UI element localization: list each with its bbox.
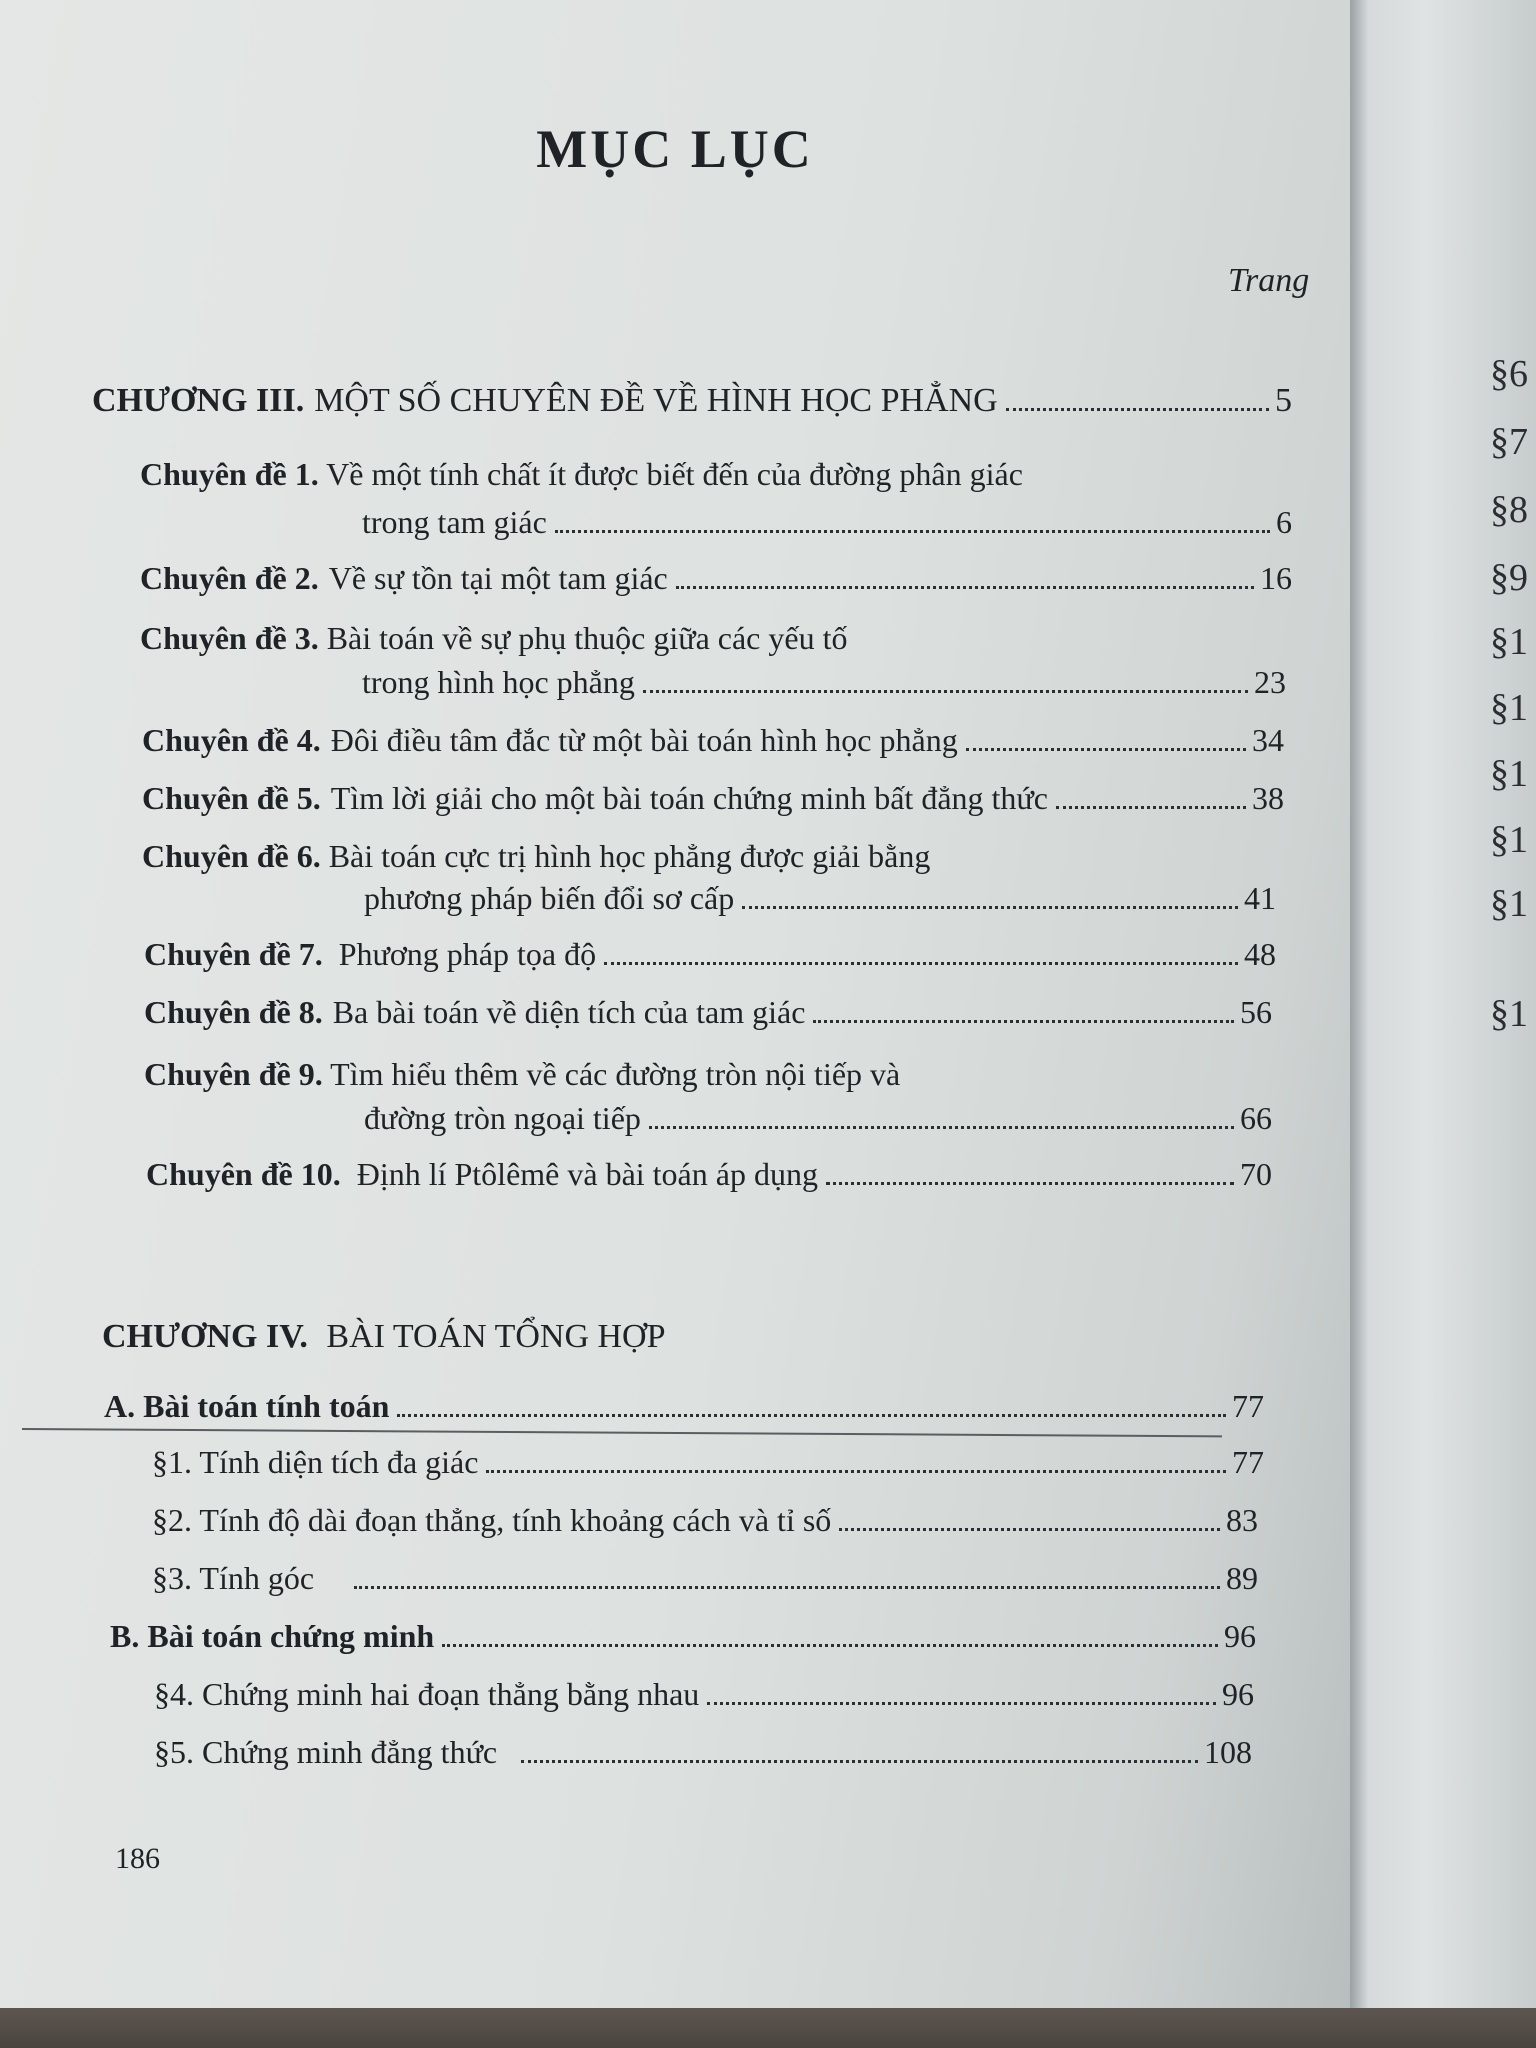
chapter-3-label: CHƯƠNG III. — [92, 382, 305, 419]
section-5-page: 108 — [1204, 1734, 1252, 1770]
topic-5-title: Tìm lời giải cho một bài toán chứng minh bất đẳng thức — [330, 780, 1048, 816]
chapter-4-title: BÀI TOÁN TỔNG HỢP — [326, 1318, 666, 1355]
section-2-label: §2. Tính độ dài đoạn thẳng, tính khoảng cách và tỉ số — [152, 1502, 832, 1538]
adjacent-page-mark: §1 — [1490, 687, 1528, 729]
topic-6-title-cont: phương pháp biến đổi sơ cấp — [364, 880, 735, 916]
adjacent-page-mark: §7 — [1490, 421, 1528, 463]
section-a-entry — [104, 1388, 1264, 1425]
dot-leader — [1006, 408, 1269, 411]
dot-leader — [486, 1470, 1226, 1473]
dot-leader — [604, 962, 1238, 965]
adjacent-page-mark: §9 — [1490, 557, 1528, 599]
topic-9-page: 66 — [1240, 1100, 1272, 1136]
topic-8-title: Ba bài toán về diện tích của tam giác — [332, 994, 806, 1030]
adjacent-page-mark: §1 — [1490, 621, 1528, 663]
adjacent-page-mark: §1 — [1490, 993, 1528, 1035]
page-number: 186 — [115, 1842, 160, 1875]
section-2-page: 83 — [1226, 1502, 1258, 1538]
topic-2-label: Chuyên đề 2. — [140, 560, 319, 596]
page-title: MỤC LỤC — [536, 119, 814, 179]
topic-10-entry — [146, 1156, 1272, 1193]
adjacent-page-mark: §1 — [1490, 753, 1528, 795]
dot-leader — [643, 690, 1248, 693]
dot-leader — [555, 530, 1270, 533]
topic-6-entry — [364, 880, 1276, 917]
topic-3-line1 — [140, 620, 847, 657]
topic-3-title-cont: trong hình học phẳng — [362, 664, 635, 700]
section-3-entry — [152, 1560, 1258, 1597]
topic-6-line1 — [142, 838, 930, 875]
section-3-label: §3. Tính góc — [152, 1560, 315, 1596]
topic-9-title: Tìm hiểu thêm về các đường tròn nội tiếp và — [330, 1056, 901, 1092]
section-1-entry — [152, 1444, 1264, 1481]
chapter-3-title: MỘT SỐ CHUYÊN ĐỀ VỀ HÌNH HỌC PHẲNG — [314, 382, 998, 419]
topic-9-label: Chuyên đề 9. — [144, 1056, 323, 1092]
topic-6-page: 41 — [1244, 880, 1276, 916]
dot-leader — [1056, 806, 1246, 809]
section-3-page: 89 — [1226, 1560, 1258, 1596]
chapter-3-page: 5 — [1275, 382, 1292, 419]
dot-leader — [966, 748, 1246, 751]
topic-8-entry — [144, 994, 1272, 1031]
page-edge — [0, 2008, 1536, 2048]
section-1-label: §1. Tính diện tích đa giác — [152, 1444, 479, 1480]
dot-leader — [839, 1528, 1220, 1531]
topic-1-page: 6 — [1276, 504, 1292, 540]
section-1-page: 77 — [1232, 1444, 1264, 1480]
topic-2-entry — [140, 560, 1292, 597]
dot-leader — [442, 1644, 1218, 1647]
section-5-entry — [154, 1734, 1252, 1771]
page-column-header: Trang — [1228, 262, 1310, 299]
adjacent-page-mark: §6 — [1490, 353, 1528, 395]
topic-6-label: Chuyên đề 6. — [142, 838, 321, 874]
section-5-label: §5. Chứng minh đẳng thức — [154, 1734, 498, 1770]
section-4-page: 96 — [1222, 1676, 1254, 1712]
topic-7-page: 48 — [1244, 936, 1276, 972]
section-4-entry — [154, 1676, 1254, 1713]
dot-leader — [397, 1414, 1226, 1417]
chapter-4-label: CHƯƠNG IV. — [102, 1318, 308, 1355]
dot-leader — [649, 1126, 1234, 1129]
topic-1-title-cont: trong tam giác — [362, 504, 547, 540]
topic-5-page: 38 — [1252, 780, 1284, 816]
topic-10-label: Chuyên đề 10. — [146, 1156, 341, 1192]
topic-4-title: Đôi điều tâm đắc từ một bài toán hình học phẳng — [330, 722, 958, 758]
topic-1-entry — [362, 504, 1292, 541]
topic-1-title: Về một tính chất ít được biết đến của đường phân giác — [326, 456, 1023, 492]
topic-8-page: 56 — [1240, 994, 1272, 1030]
topic-4-page: 34 — [1252, 722, 1284, 758]
adjacent-page-mark: §1 — [1490, 819, 1528, 861]
dot-leader — [676, 586, 1254, 589]
topic-3-label: Chuyên đề 3. — [140, 620, 319, 656]
topic-9-title-cont: đường tròn ngoại tiếp — [364, 1100, 641, 1136]
adjacent-page-mark: §8 — [1490, 489, 1528, 531]
topic-7-label: Chuyên đề 7. — [144, 936, 323, 972]
dot-leader — [354, 1586, 1220, 1589]
topic-2-page: 16 — [1260, 560, 1292, 596]
separator-line — [22, 1428, 1222, 1437]
topic-10-page: 70 — [1240, 1156, 1272, 1192]
chapter-3-entry — [92, 382, 1292, 420]
topic-5-entry — [142, 780, 1284, 817]
topic-3-entry — [362, 664, 1286, 701]
topic-3-title: Bài toán về sự phụ thuộc giữa các yếu tố — [326, 620, 848, 656]
adjacent-page-mark: §1 — [1490, 883, 1528, 925]
dot-leader — [707, 1702, 1216, 1705]
topic-6-title: Bài toán cực trị hình học phẳng được giải bằng — [328, 838, 931, 874]
topic-1-line1 — [140, 456, 1023, 493]
section-a-page: 77 — [1232, 1388, 1264, 1424]
dot-leader — [742, 906, 1238, 909]
topic-3-page: 23 — [1254, 664, 1286, 700]
topic-9-line1 — [144, 1056, 900, 1093]
topic-10-title: Định lí Ptôlêmê và bài toán áp dụng — [356, 1156, 818, 1192]
topic-7-entry — [144, 936, 1276, 973]
section-b-entry — [110, 1618, 1256, 1655]
topic-7-title: Phương pháp tọa độ — [338, 936, 597, 972]
chapter-4-heading — [102, 1318, 666, 1356]
section-b-page: 96 — [1224, 1618, 1256, 1654]
topic-1-label: Chuyên đề 1. — [140, 456, 319, 492]
section-2-entry — [152, 1502, 1258, 1539]
topic-8-label: Chuyên đề 8. — [144, 994, 323, 1030]
topic-9-entry — [364, 1100, 1272, 1137]
section-4-label: §4. Chứng minh hai đoạn thẳng bằng nhau — [154, 1676, 700, 1712]
topic-4-entry — [142, 722, 1284, 759]
section-a-label: A. Bài toán tính toán — [104, 1388, 390, 1424]
dot-leader — [826, 1182, 1234, 1185]
section-b-label: B. Bài toán chứng minh — [110, 1618, 435, 1654]
topic-4-label: Chuyên đề 4. — [142, 722, 321, 758]
topic-2-title: Về sự tồn tại một tam giác — [328, 560, 668, 596]
dot-leader — [813, 1020, 1234, 1023]
dot-leader — [521, 1760, 1198, 1763]
topic-5-label: Chuyên đề 5. — [142, 780, 321, 816]
